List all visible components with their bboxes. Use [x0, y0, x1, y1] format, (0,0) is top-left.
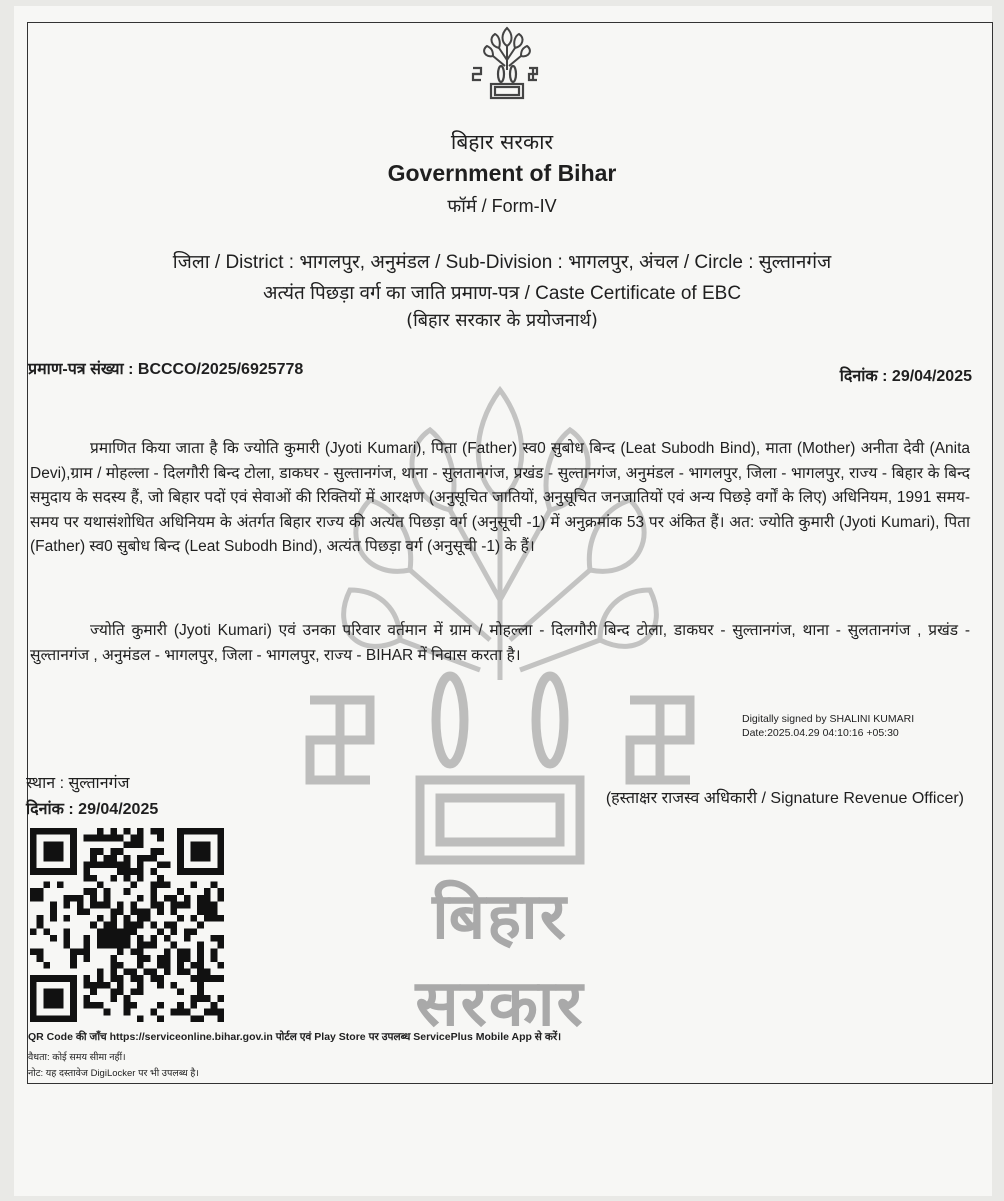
header-title-english: Government of Bihar	[387, 160, 617, 186]
digital-signature-name: Digitally signed by SHALINI KUMARI	[742, 713, 915, 725]
bihar-emblem-icon	[467, 20, 547, 102]
qr-code[interactable]	[30, 828, 224, 1022]
header-title-hindi: बिहार सरकार	[450, 130, 554, 154]
validity-note: वैधता: कोई समय सीमा नहीं।	[28, 1052, 126, 1063]
certificate-purpose: (बिहार सरकार के प्रयोजनार्थ)	[406, 310, 598, 331]
district-line: जिला / District : भागलपुर, अनुमंडल / Sub-Division : भागलपुर, अंचल / Circle : सुल्तानगंज	[172, 252, 832, 273]
watermark-text: बिहार सरकार	[415, 880, 585, 1041]
digital-signature	[742, 712, 914, 740]
issue-date: दिनांक : 29/04/2025	[26, 801, 159, 818]
certificate-paragraph-1: प्रमाणित किया जाता है कि ज्योति कुमारी (Jyoti Kumari), पिता (Father) स्व0 सुबोध बिन्द (Leat Subodh Bind), माता (Mother) अनीता देवी (Anita Devi),ग्राम / मोहल्ला - दिलगौरी बिन्द टोला, डाकघर - सुल्तानगंज, थाना - सुलतानगंज, प्रखंड - सुल्तानगंज, अनुमंडल - भागलपुर, जिला - भागलपुर, राज्य - बिहार के बिन्द समुदाय के सदस्य हैं, जो बिहार पदों एवं सेवाओं की रिक्तियों में आरक्षण (अनुसूचित जातियों, अनुसूचित जनजातियों एवं अन्य पिछड़े वर्गों के लिए) अधिनियम, 1991 समय-समय पर यथासंशोधित अधिनियम के अंतर्गत बिहार राज्य की अत्यंत पिछड़ा वर्ग (अनुसूची -1) में अनुक्रमांक 53 पर अंकित हैं। अत: ज्योति कुमारी (Jyoti Kumari), पिता (Father) स्व0 सुबोध बिन्द (Leat Subodh Bind), अत्यंत पिछड़ा वर्ग (अनुसूची -1) के हैं।	[30, 440, 970, 555]
certificate-title: अत्यंत पिछड़ा वर्ग का जाति प्रमाण-पत्र / Caste Certificate of EBC	[262, 283, 742, 304]
qr-verification-note: QR Code की जाँच https://serviceonline.bihar.gov.in पोर्टल एवं Play Store पर उपलब्ध ServicePlus Mobile App से करें।	[28, 1031, 562, 1043]
certificate-number: प्रमाण-पत्र संख्या : BCCCO/2025/6925778	[28, 361, 304, 378]
digilocker-note: नोट: यह दस्तावेज DigiLocker पर भी उपलब्ध है।	[28, 1068, 199, 1079]
form-label: फॉर्म / Form-IV	[447, 196, 557, 216]
certificate-paragraph-2: ज्योति कुमारी (Jyoti Kumari) एवं उनका परिवार वर्तमान में ग्राम / मोहल्ला - दिलगौरी बिन्द टोला, डाकघर - सुल्तानगंज, थाना - सुलतानगंज , प्रखंड - सुल्तानगंज , अनुमंडल - भागलपुर, जिला - भागलपुर, राज्य - BIHAR में निवास करता है।	[30, 622, 970, 664]
certificate-date: दिनांक : 29/04/2025	[839, 368, 972, 385]
digital-signature-date: Date:2025.04.29 04:10:16 +05:30	[742, 727, 899, 739]
issue-place: स्थान : सुल्तानगंज	[26, 775, 130, 792]
signature-officer-label: (हस्ताक्षर राजस्व अधिकारी / Signature Revenue Officer)	[605, 790, 964, 807]
